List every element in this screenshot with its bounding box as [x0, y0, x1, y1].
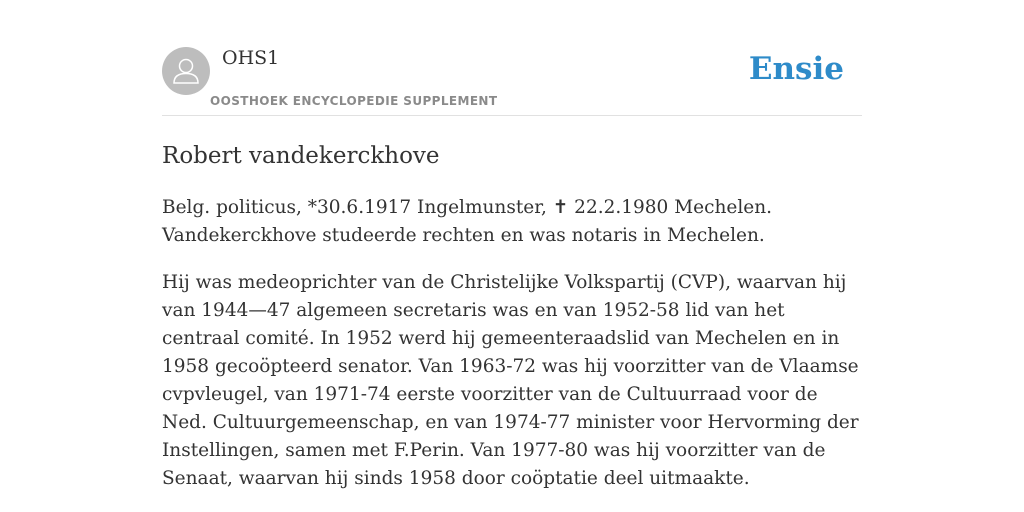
article-paragraph-1: Belg. politicus, *30.6.1917 Ingelmunster, ✝ 22.2.1980 Mechelen. Vandekerckhove studeerde rechten en was notaris in Mechelen.	[162, 197, 772, 246]
article-paragraph-2: Hij was medeoprichter van de Christelijke Volkspartij (CVP), waarvan hij van 1944—47 algemeen secretaris was en van 1952-58 lid van het centraal comité. In 1952 werd hij gemeenteraadslid van Mechelen en in 1958 gecoöpteerd senator. Van 1963-72 was hij voorzitter van de Vlaamse cvpvleugel, van 1971-74 eerste voorzitter van de Cultuurraad voor de Ned. Cultuurgemeenschap, en van 1974-77 minister voor Hervorming der Instellingen, samen met F.Perin. Van 1977-80 was hij voorzitter van de Senaat, waarvan hij sinds 1958 door coöptatie deel uitmaakte.	[162, 272, 859, 489]
user-icon[interactable]	[162, 47, 210, 95]
page-content	[162, 0, 862, 493]
source-name[interactable]: OOSTHOEK ENCYCLOPEDIE SUPPLEMENT	[210, 94, 498, 108]
source-header	[162, 0, 862, 116]
article-title: Robert vandekerckhove	[162, 143, 440, 169]
ensie-logo[interactable]: Ensie	[748, 51, 844, 87]
source-code[interactable]: OHS1	[222, 47, 280, 69]
